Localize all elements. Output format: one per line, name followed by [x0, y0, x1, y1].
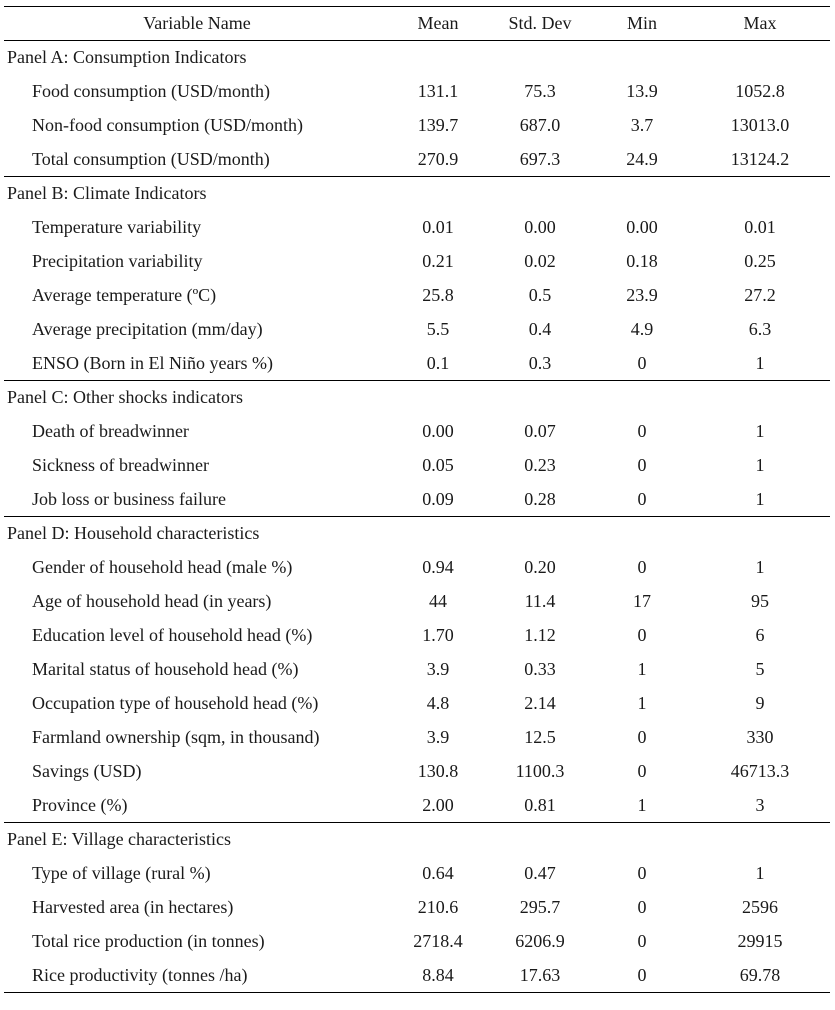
panel-title: Panel E: Village characteristics	[7, 829, 231, 850]
cell-min: 0	[637, 557, 647, 577]
table-row	[4, 313, 830, 347]
cell-max: 29915	[737, 931, 783, 951]
cell-std-dev: 0.3	[528, 352, 552, 373]
cell-mean: 8.84	[422, 964, 454, 985]
cell-std-dev: 0.81	[524, 794, 556, 815]
cell-variable-name: Food consumption (USD/month)	[32, 81, 271, 101]
cell-mean: 130.8	[417, 761, 459, 781]
cell-variable-name: Marital status of household head (%)	[32, 659, 299, 679]
cell-mean: 0.05	[422, 455, 454, 475]
header-std-dev: Std. Dev	[508, 13, 572, 33]
cell-variable-name: Age of household head (in years)	[32, 591, 272, 611]
table-row	[4, 585, 830, 619]
panel-heading-row	[4, 823, 830, 857]
cell-std-dev: 295.7	[519, 897, 561, 917]
cell-variable-name: Rice productivity (tonnes /ha)	[32, 964, 248, 985]
cell-std-dev: 0.33	[524, 659, 556, 679]
table-row	[4, 891, 830, 925]
header-min: Min	[626, 13, 657, 33]
cell-variable-name: Farmland ownership (sqm, in thousand)	[32, 727, 320, 747]
cell-min: 1	[637, 794, 647, 815]
panel-title: Panel D: Household characteristics	[7, 523, 260, 544]
cell-variable-name: Education level of household head (%)	[32, 625, 313, 645]
cell-variable-name: Temperature variability	[32, 217, 202, 237]
cell-max: 1	[755, 488, 765, 509]
cell-mean: 210.6	[417, 897, 459, 917]
cell-variable-name: Gender of household head (male %)	[32, 557, 293, 577]
cell-min: 0	[637, 727, 647, 747]
cell-std-dev: 1100.3	[515, 761, 565, 781]
cell-mean: 5.5	[426, 319, 450, 339]
table-row	[4, 857, 830, 891]
table-row	[4, 721, 830, 755]
cell-std-dev: 12.5	[524, 727, 556, 747]
panel-heading-row	[4, 517, 830, 551]
cell-max: 13124.2	[730, 148, 790, 169]
header-row	[4, 7, 830, 41]
cell-mean: 270.9	[417, 148, 459, 169]
cell-std-dev: 6206.9	[515, 931, 565, 951]
cell-mean: 3.9	[426, 659, 450, 679]
cell-min: 4.9	[630, 319, 654, 339]
cell-max: 9	[755, 693, 765, 713]
cell-max: 2596	[742, 897, 778, 917]
cell-std-dev: 11.4	[524, 591, 556, 611]
cell-max: 1	[755, 421, 765, 441]
cell-max: 0.25	[744, 251, 776, 271]
table-row	[4, 143, 830, 177]
header-max: Max	[743, 13, 777, 33]
cell-max: 1	[755, 863, 765, 883]
table-row	[4, 789, 830, 823]
cell-min: 1	[637, 659, 647, 679]
cell-max: 330	[746, 727, 774, 747]
cell-std-dev: 0.07	[524, 421, 556, 441]
cell-mean: 4.8	[426, 693, 450, 713]
cell-min: 0	[637, 352, 647, 373]
cell-std-dev: 0.5	[528, 285, 552, 305]
cell-min: 0	[637, 897, 647, 917]
cell-std-dev: 0.28	[524, 488, 556, 509]
table-row	[4, 449, 830, 483]
cell-min: 0.00	[626, 217, 658, 237]
cell-max: 1052.8	[735, 81, 785, 101]
cell-min: 0.18	[626, 251, 658, 271]
cell-mean: 0.1	[426, 352, 450, 373]
panel-heading-row	[4, 381, 830, 415]
cell-max: 6	[755, 625, 765, 645]
cell-min: 0	[637, 421, 647, 441]
table-row	[4, 755, 830, 789]
cell-std-dev: 0.47	[524, 863, 556, 883]
cell-mean: 2718.4	[413, 931, 463, 951]
cell-std-dev: 687.0	[519, 115, 561, 135]
cell-mean: 3.9	[426, 727, 450, 747]
cell-variable-name: Harvested area (in hectares)	[32, 897, 234, 917]
panel-title: Panel B: Climate Indicators	[7, 183, 207, 204]
table-row	[4, 687, 830, 721]
cell-variable-name: Type of village (rural %)	[32, 863, 211, 883]
cell-max: 3	[755, 794, 765, 815]
cell-min: 24.9	[626, 148, 658, 169]
cell-max: 13013.0	[730, 115, 790, 135]
cell-max: 5	[755, 659, 765, 679]
cell-mean: 44	[429, 591, 447, 611]
panel-title: Panel A: Consumption Indicators	[7, 47, 247, 68]
cell-min: 0	[637, 488, 647, 509]
cell-max: 69.78	[739, 964, 781, 985]
cell-variable-name: Total rice production (in tonnes)	[32, 931, 265, 951]
panel-title: Panel C: Other shocks indicators	[7, 387, 243, 408]
cell-mean: 0.94	[422, 557, 454, 577]
cell-min: 13.9	[626, 81, 658, 101]
cell-mean: 2.00	[422, 794, 454, 815]
cell-min: 0	[637, 761, 647, 781]
cell-std-dev: 0.23	[524, 455, 556, 475]
cell-max: 0.01	[744, 217, 776, 237]
cell-max: 95	[751, 591, 769, 611]
table-row	[4, 415, 830, 449]
cell-max: 46713.3	[730, 761, 790, 781]
cell-min: 1	[637, 693, 647, 713]
table-row	[4, 925, 830, 959]
summary-statistics-table	[4, 6, 830, 993]
cell-variable-name: Total consumption (USD/month)	[32, 148, 270, 169]
cell-mean: 0.09	[422, 488, 454, 509]
cell-std-dev: 75.3	[524, 81, 556, 101]
header-mean: Mean	[417, 13, 459, 33]
table-row	[4, 959, 830, 993]
cell-variable-name: Job loss or business failure	[32, 488, 226, 509]
cell-mean: 139.7	[417, 115, 459, 135]
table-row	[4, 653, 830, 687]
cell-min: 0	[637, 931, 647, 951]
cell-min: 17	[633, 591, 651, 611]
cell-variable-name: Sickness of breadwinner	[32, 455, 209, 475]
cell-variable-name: Average precipitation (mm/day)	[32, 319, 263, 339]
cell-max: 27.2	[744, 285, 776, 305]
cell-std-dev: 2.14	[524, 693, 556, 713]
cell-max: 1	[755, 557, 765, 577]
table-row	[4, 109, 830, 143]
cell-min: 3.7	[630, 115, 654, 135]
cell-max: 6.3	[748, 319, 772, 339]
table-row	[4, 75, 830, 109]
table-row	[4, 211, 830, 245]
table-row	[4, 347, 830, 381]
cell-variable-name: Savings (USD)	[32, 761, 142, 781]
cell-variable-name: Average temperature (ºC)	[32, 285, 217, 305]
cell-variable-name: Non-food consumption (USD/month)	[32, 115, 303, 135]
cell-std-dev: 1.12	[524, 625, 556, 645]
cell-min: 0	[637, 964, 647, 985]
cell-std-dev: 0.02	[524, 251, 556, 271]
cell-mean: 0.21	[422, 251, 454, 271]
cell-mean: 0.01	[422, 217, 454, 237]
cell-variable-name: Occupation type of household head (%)	[32, 693, 319, 713]
cell-min: 23.9	[626, 285, 658, 305]
table-row	[4, 551, 830, 585]
cell-variable-name: Precipitation variability	[32, 251, 203, 271]
table-row	[4, 619, 830, 653]
table-row	[4, 483, 830, 517]
cell-std-dev: 697.3	[519, 148, 561, 169]
table-header	[4, 7, 830, 41]
cell-std-dev: 0.00	[524, 217, 556, 237]
cell-min: 0	[637, 863, 647, 883]
cell-min: 0	[637, 625, 647, 645]
panel-heading-row	[4, 41, 830, 75]
cell-variable-name: Province (%)	[32, 794, 128, 815]
table-row	[4, 245, 830, 279]
cell-min: 0	[637, 455, 647, 475]
cell-max: 1	[755, 455, 765, 475]
cell-mean: 131.1	[417, 81, 459, 101]
cell-variable-name: Death of breadwinner	[32, 421, 189, 441]
table-row	[4, 279, 830, 313]
table-body	[4, 41, 830, 993]
panel-heading-row	[4, 177, 830, 211]
cell-std-dev: 0.20	[524, 557, 556, 577]
cell-variable-name: ENSO (Born in El Niño years %)	[32, 352, 273, 373]
cell-std-dev: 0.4	[528, 319, 552, 339]
cell-mean: 25.8	[422, 285, 454, 305]
cell-mean: 0.64	[422, 863, 454, 883]
cell-max: 1	[755, 352, 765, 373]
cell-mean: 1.70	[422, 625, 454, 645]
cell-std-dev: 17.63	[519, 964, 561, 985]
cell-mean: 0.00	[422, 421, 454, 441]
header-variable-name: Variable Name	[143, 13, 251, 33]
